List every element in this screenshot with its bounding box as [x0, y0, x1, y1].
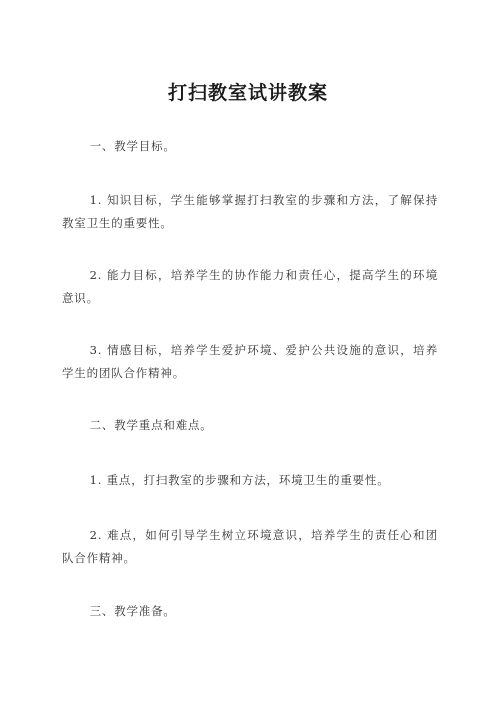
document-title: 打扫教室试讲教案 [167, 82, 328, 104]
paragraph-difficult-point: 2. 难点，如何引导学生树立环境意识，培养学生的责任心和团队合作精神。 [62, 528, 438, 565]
section-heading-key-points: 二、教学重点和难点。 [89, 418, 213, 432]
paragraph-ability-objective: 2. 能力目标，培养学生的协作能力和责任心，提高学生的环境意识。 [62, 268, 438, 305]
paragraph-knowledge-objective: 1. 知识目标，学生能够掌握打扫教室的步骤和方法，了解保持教室卫生的重要性。 [62, 193, 438, 230]
section-heading-preparation: 三、教学准备。 [89, 604, 176, 618]
paragraph-key-point: 1. 重点，打扫教室的步骤和方法，环境卫生的重要性。 [89, 473, 390, 487]
section-heading-objectives: 一、教学目标。 [89, 139, 176, 153]
paragraph-emotion-objective: 3. 情感目标，培养学生爱护环境、爱护公共设施的意识，培养学生的团队合作精神。 [62, 343, 438, 380]
